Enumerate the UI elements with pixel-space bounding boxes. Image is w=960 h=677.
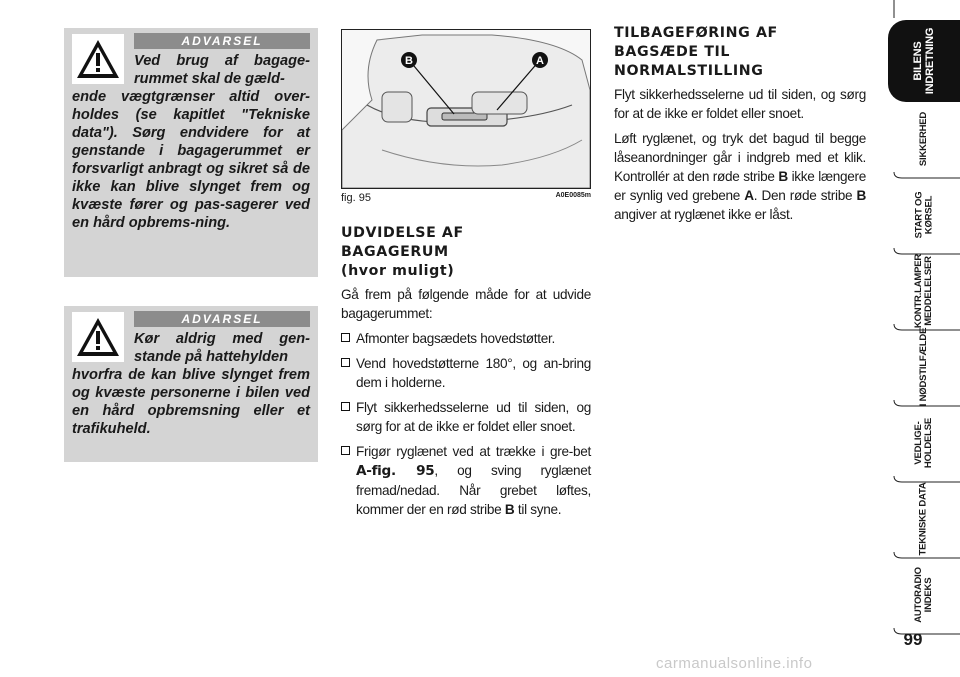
- tab-start-og-korsel[interactable]: START OG KØRSEL: [913, 191, 934, 239]
- warning-box-2: [64, 306, 318, 462]
- seat-illustration: [342, 30, 590, 188]
- section-heading: UDVIDELSE AF BAGAGERUM (hvor muligt): [341, 225, 464, 279]
- page-number: 99: [903, 630, 923, 649]
- tab-autoradio-indeks[interactable]: AUTORADIO INDEKS: [913, 567, 934, 623]
- list-item: Flyt sikkerhedsselerne ud til siden, og sørg for at de ikke er foldet eller snoet.: [341, 398, 591, 436]
- checkbox-bullet-icon: [341, 333, 350, 342]
- tab-bilens-indretning[interactable]: BILENS INDRETNING: [888, 20, 960, 102]
- figure-code: A0E0085m: [555, 192, 591, 199]
- paragraph: Løft ryglænet, og tryk det bagud til begge låseanordninger går i indgreb med et klik. Kontrollér at den røde stribe B ikke længere er synlig ved grebene A. Den røde stribe B angiver at ryglænet ikke er låst.: [614, 131, 867, 222]
- label-a: A: [536, 55, 544, 67]
- checkbox-bullet-icon: [341, 446, 350, 455]
- checkbox-bullet-icon: [341, 402, 350, 411]
- section-tilbageforing: [614, 24, 866, 230]
- warning-label: ADVARSEL: [134, 311, 310, 327]
- warning-label: ADVARSEL: [134, 33, 310, 49]
- step-list: [341, 329, 591, 519]
- warning-box-1: [64, 28, 318, 277]
- tab-i-nodstilfaelde[interactable]: I NØDSTILFÆLDE: [918, 327, 930, 407]
- warning-triangle-icon: [72, 312, 124, 362]
- watermark: carmanualsonline.info: [656, 655, 813, 672]
- figure-reference: A-fig. 95: [356, 463, 435, 479]
- tab-tekniske-data[interactable]: TEKNISKE DATA: [918, 482, 929, 556]
- list-item: Afmonter bagsædets hovedstøtter.: [341, 329, 591, 348]
- section-udvidelse: [341, 224, 591, 525]
- checkbox-bullet-icon: [341, 358, 350, 367]
- list-item: Vend hovedstøtterne 180°, og an-bring dem i holderne.: [341, 354, 591, 392]
- chapter-sidebar: [888, 0, 960, 677]
- warning-text: Kør aldrig med gen-stande på hattehylden hvorfra de kan blive slynget frem og kvæste personerne i bilen ved en hård opbremsning eller et trafikuheld.: [72, 331, 310, 437]
- list-item: Frigør ryglænet ved at trække i gre-bet A-fig. 95, og sving ryglænet fremad/nedad. Når grebet løftes, kommer der en rød stribe B til syne.: [341, 442, 591, 519]
- tab-vedligeholdelse[interactable]: VEDLIGE- HOLDELSE: [912, 417, 934, 469]
- warning-triangle-icon: [72, 34, 124, 84]
- sidebar-border: [888, 0, 960, 677]
- section-heading: TILBAGEFØRING AF BAGSÆDE TIL NORMALSTILLING: [614, 25, 778, 79]
- intro-text: Gå frem på følgende måde for at udvide bagagerummet:: [341, 287, 591, 321]
- warning-text: Ved brug af bagage-rummet skal de gæld- ende vægtgrænser altid over-holdes (se kapitlet "Tekniske data"). Sørg endvidere for at genstande i bagagerummet er forsvarligt anbragt og sikret så de ikke kan blive slynget frem og kvæste fører og pas-sagerer ved en hård opbrems-ning.: [72, 53, 310, 231]
- figure-caption: fig. 95 A0E0085m: [341, 192, 591, 204]
- tab-kontrollamper[interactable]: KONTR.LAMPER MEDDELELSER: [913, 253, 934, 329]
- label-b: B: [405, 55, 413, 67]
- paragraph: Flyt sikkerhedsselerne ud til siden, og sørg for at de ikke er foldet eller snoet.: [614, 87, 866, 121]
- figure-95: [341, 29, 591, 189]
- tab-sikkerhed[interactable]: SIKKERHED: [918, 111, 929, 167]
